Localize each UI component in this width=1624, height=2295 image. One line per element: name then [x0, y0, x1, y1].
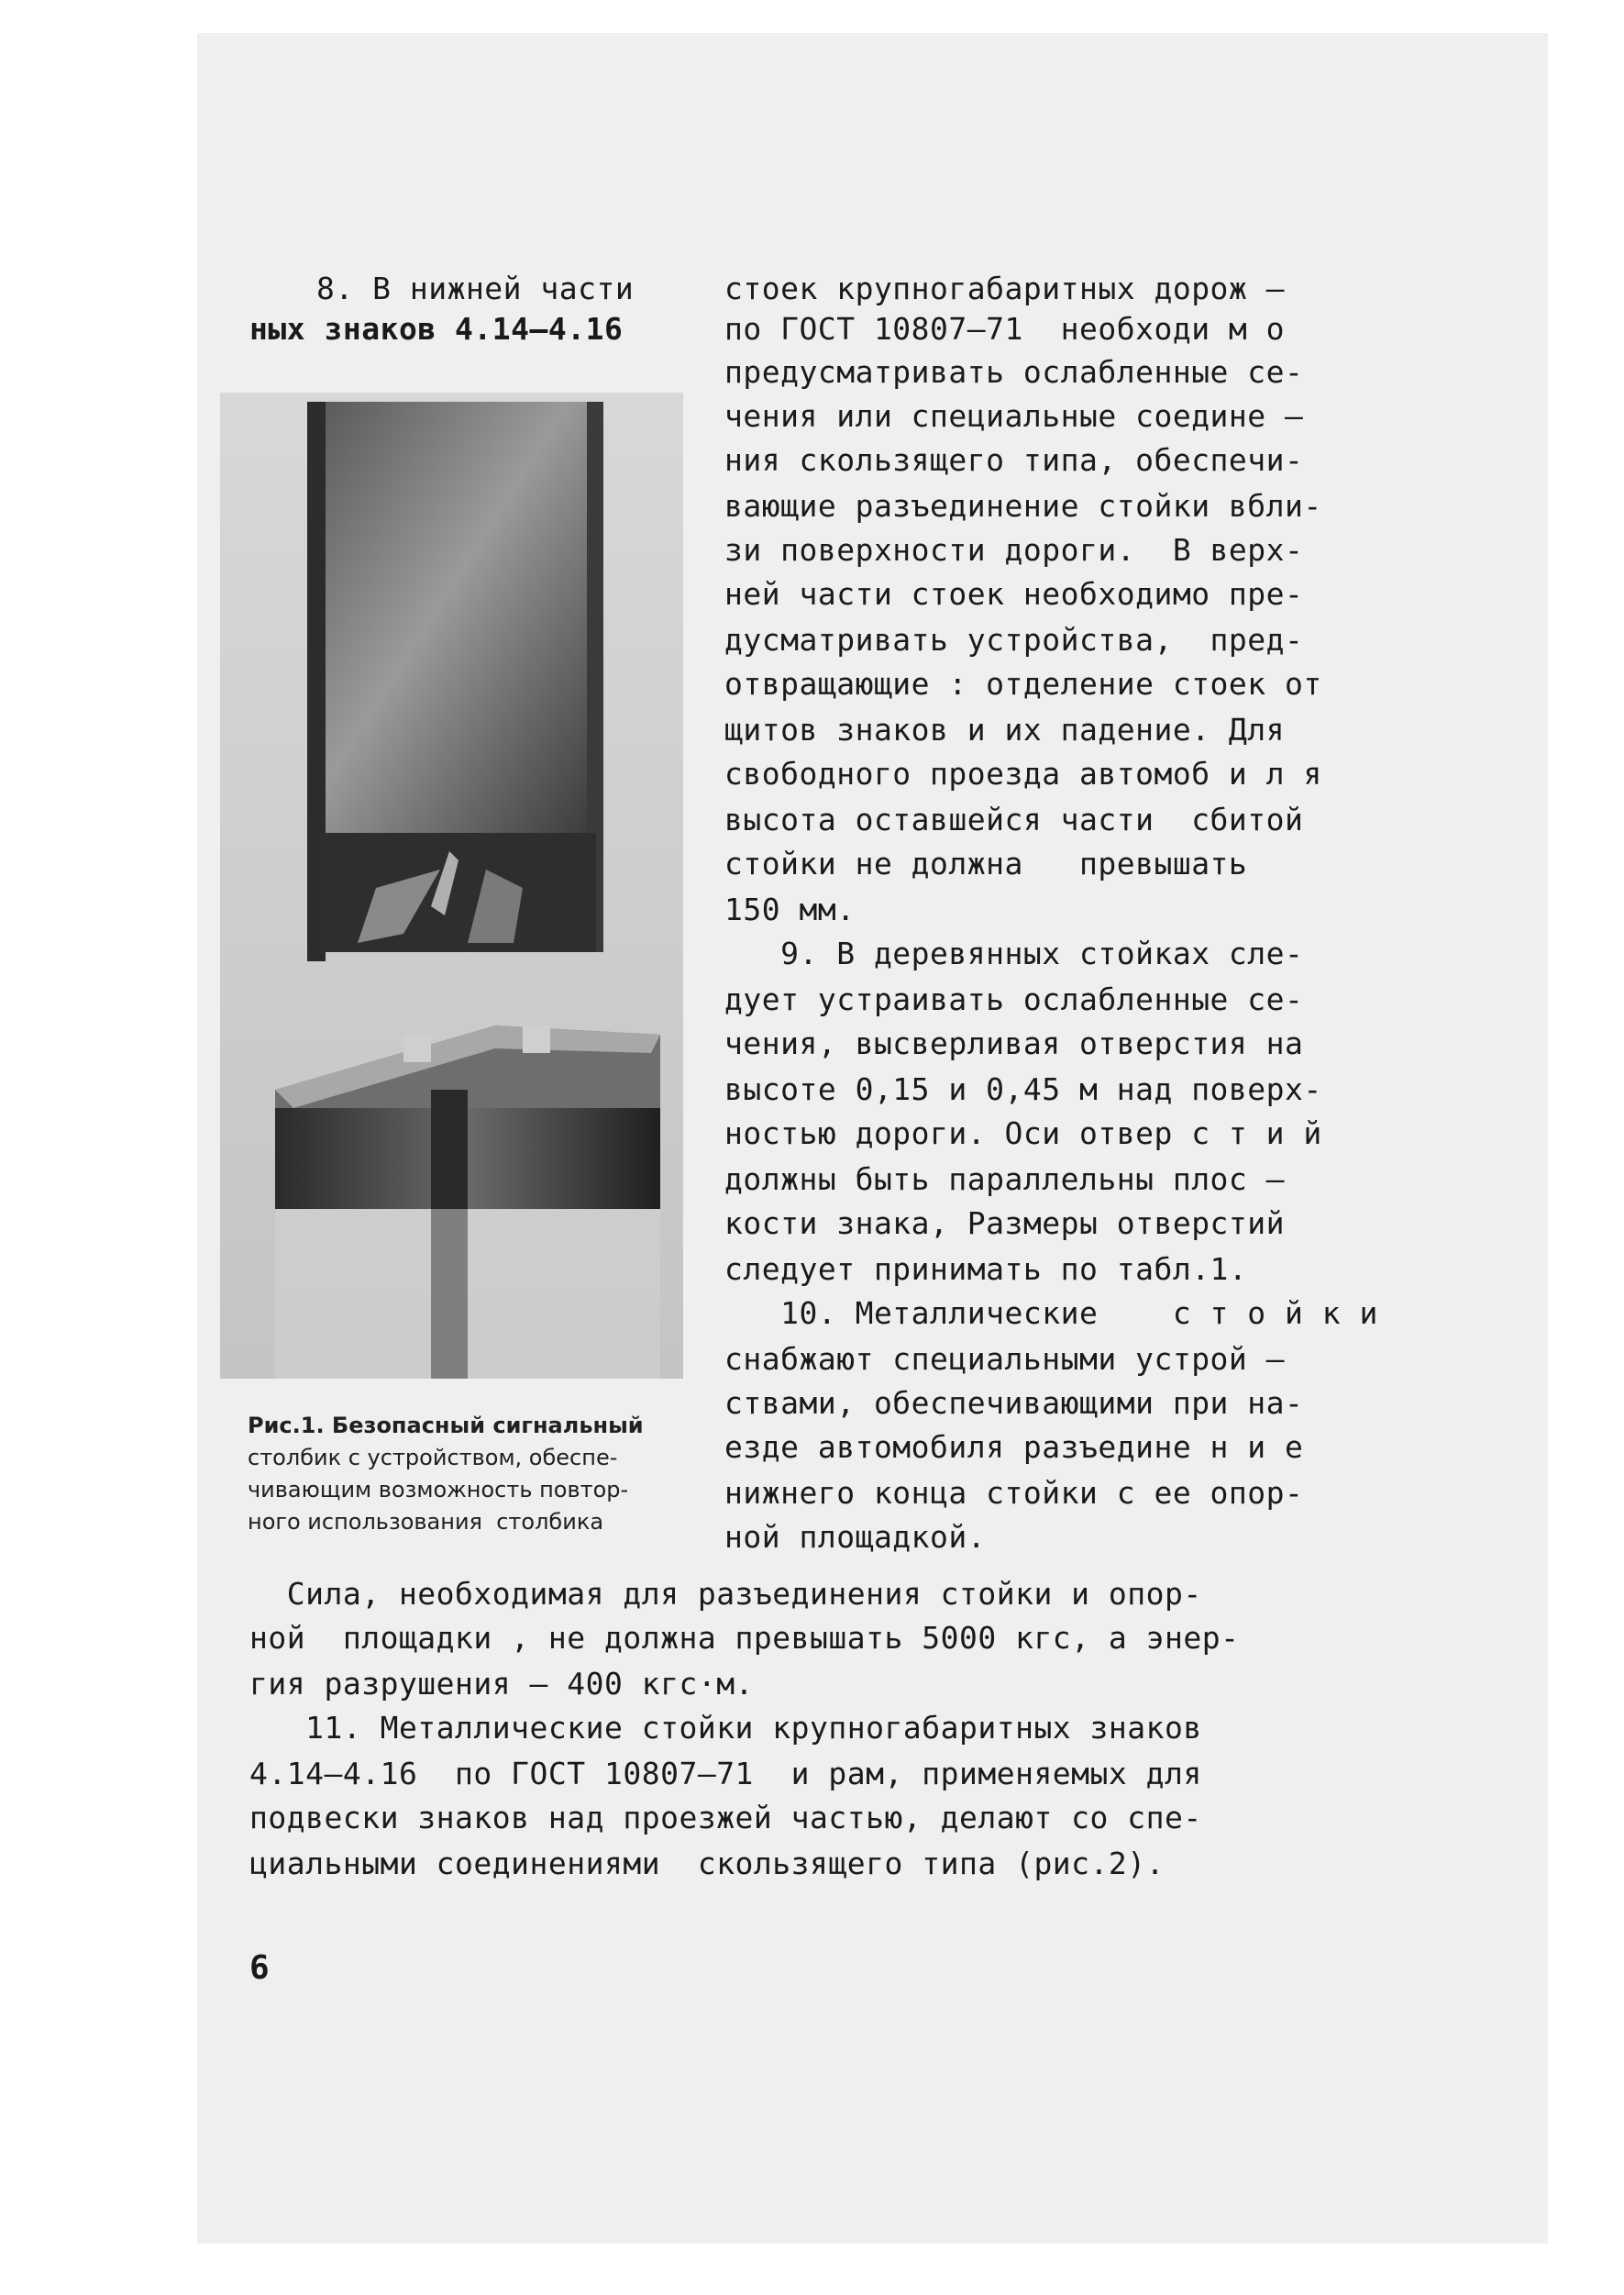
body-line: высоте 0,15 и 0,45 м над поверх- — [724, 1071, 1322, 1107]
body-line: ностью дороги. Оси отвер с т и й — [724, 1115, 1322, 1151]
body-line: подвески знаков над проезжей частью, делают со спе- — [249, 1800, 1202, 1835]
body-line: нижнего конца стойки с ее опор- — [724, 1475, 1304, 1511]
body-line: 4.14–4.16 по ГОСТ 10807–71 и рам, применяемых для — [249, 1756, 1202, 1791]
body-line: гия разрушения – 400 кгс·м. — [249, 1666, 754, 1702]
figure-caption-line: чивающим возможность повтор- — [248, 1477, 629, 1502]
body-line: чения, высверливая отверстия на — [724, 1026, 1304, 1061]
body-line: ния скользящего типа, обеспечи- — [724, 442, 1304, 478]
figure-photo — [220, 393, 683, 1379]
body-line: снабжают специальными устрой – — [724, 1341, 1286, 1377]
body-line: Сила, необходимая для разъединения стойки и опор- — [249, 1576, 1202, 1612]
body-line: 150 мм. — [724, 892, 856, 927]
body-line: 9. В деревянных стойках сле- — [724, 936, 1304, 971]
body-line: 10. Металлические с т о й к и — [724, 1295, 1378, 1331]
intro-line-2: ных знаков 4.14–4.16 — [249, 311, 624, 347]
body-line: дусматривать устройства, пред- — [724, 622, 1304, 658]
body-line: езде автомобиля разъедине н и е — [724, 1429, 1304, 1465]
body-line: стоек крупногабаритных дорож – — [724, 271, 1286, 306]
body-line: 11. Металлические стойки крупногабаритных знаков — [249, 1710, 1202, 1746]
body-line: ной площадки , не должна превышать 5000 кгс, а энер- — [249, 1620, 1240, 1656]
body-line: следует принимать по табл.1. — [724, 1251, 1248, 1287]
figure-caption-line: столбик с устройством, обеспе- — [248, 1445, 618, 1470]
figure-caption-line: ного использования столбика — [248, 1509, 604, 1535]
body-line: высота оставшейся части сбитой — [724, 802, 1304, 837]
body-line: ствами, обеспечивающими при на- — [724, 1385, 1304, 1421]
body-line: предусматривать ослабленные се- — [724, 354, 1304, 390]
body-line: чения или специальные соедине – — [724, 398, 1304, 434]
body-line: вающие разъединение стойки вбли- — [724, 488, 1322, 524]
body-line: стойки не должна превышать — [724, 846, 1248, 881]
body-line: дует устраивать ослабленные се- — [724, 981, 1304, 1017]
figure-caption-line: Рис.1. Безопасный сигнальный — [248, 1413, 644, 1438]
body-line: циальными соединениями скользящего типа (рис.2). — [249, 1846, 1166, 1881]
body-line: зи поверхности дороги. В верх- — [724, 532, 1304, 568]
intro-line-1: 8. В нижней части — [316, 271, 635, 306]
body-line: щитов знаков и их падение. Для — [724, 712, 1286, 748]
body-line: кости знака, Размеры отверстий — [724, 1205, 1286, 1241]
body-line: отвращающие : отделение стоек от — [724, 666, 1322, 702]
body-line: должны быть параллельны плос – — [724, 1161, 1286, 1197]
body-line: ной площадкой. — [724, 1519, 987, 1555]
body-line: свободного проезда автомоб и л я — [724, 756, 1322, 792]
body-line: по ГОСТ 10807–71 необходи м о — [724, 311, 1286, 347]
page-number: 6 — [249, 1949, 270, 1987]
body-line: ней части стоек необходимо пре- — [724, 576, 1304, 612]
